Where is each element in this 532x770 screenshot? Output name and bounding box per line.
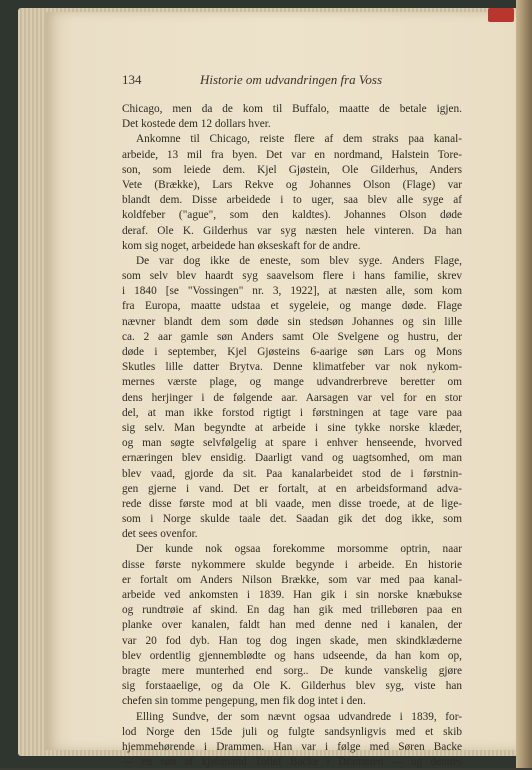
bookmark-tab <box>488 8 514 22</box>
text-line: koldfeber ("ague", som den kaldtes). Johannes Olson døde <box>122 209 462 222</box>
text-line: som i Norge skulde taale det. Saadan gik det dog ikke, som <box>122 513 462 526</box>
text-line: døde i september, Kjel Gjøsteins 6-aarige søn Lars og Mons <box>122 346 462 358</box>
book-spine <box>516 0 532 768</box>
text-line: sig forstaaelige, og da Ole K. Gilderhus blev syg, viste han <box>122 680 462 693</box>
text-line: blev vaad, gjorde da sit. Paa kanalarbeidet stod de i førstnin- <box>122 467 462 480</box>
text-line: og man søgte selvfølgelig at spare i enhver henseende, hvorved <box>122 437 462 450</box>
text-line: arbeide, 13 mil fra byen. Det var en nordmand, Halstein Tore- <box>122 148 462 161</box>
text-line: ernæringen blev ensidig. Daarligt vand og uagtsomhed, om man <box>122 452 462 465</box>
text-line: bragte mere munterhed end sorg.. De kunde vanskelig gjøre <box>122 664 462 677</box>
text-line: blandt dem. Disse arbeidede i to uger, saa blev alle syge af <box>122 194 462 207</box>
text-line: hjemmehørende i Drammen. Han var i følge med Søren Backe <box>122 740 462 753</box>
running-title: Historie om udvandringen fra Voss <box>200 72 382 87</box>
text-line: chefen sin tomme pengepung, men fik dog intet i den. <box>122 695 366 708</box>
text-line: Skutles lille datter Brytva. Denne klimatfeber var nok nykom- <box>122 361 462 374</box>
text-line: lod Norge den 15de juli og fulgte sandsynligvis med et skib <box>122 725 462 738</box>
text-line: arbeide ved ankomsten i 1839. Han gik i sin norske knæbukse <box>122 589 462 601</box>
text-line: nævner blandt dem som døde sin stedsøn Johannes og sin lille <box>122 315 462 328</box>
text-line: Elling Sundve, der som nævnt ogsaa udvandrede i 1839, for- <box>136 710 462 723</box>
text-line: sig selv. Man begyndte at arbeide i sine tykke norske klæder, <box>122 421 462 434</box>
text-line: blev ordentlig gjennemblødte og hans udseende, da han kom op, <box>122 649 462 662</box>
text-line: som selv blev haardt syg saavelsom flere i hans familie, skrev <box>122 270 462 283</box>
text-line: Vete (Brække), Lars Rekve og Johannes Olson (Flage) var <box>122 178 462 191</box>
text-line: son, som leiede dem. Kjel Gjøstein, Ole Gilderhus, Anders <box>122 163 462 176</box>
text-line: — en søn af kjøbmand Tollef Backe i Drammen — og dennes <box>122 756 462 769</box>
text-line: er fortalt om Anders Nilson Brække, som var med paa kanal- <box>122 573 462 586</box>
text-line: rede disse første mod at bli vaade, men disse troede, at de lige- <box>122 497 462 510</box>
text-line: Det kostede dem 12 dollars hver. <box>122 118 271 131</box>
text-line: fra Europa, maatte udstaa et sygeleie, og mange døde. Flage <box>122 300 462 313</box>
text-line: planke over kanalen, faldt han med denne ned i kanalen, der <box>122 619 462 632</box>
text-line: i 1840 [se "Vossingen" nr. 3, 1922], at næsten alle, som kom <box>122 285 462 298</box>
text-line: Chicago, men da de kom til Buffalo, maatte de betale igjen. <box>122 103 462 115</box>
text-line: og rundtrøie af skind. En dag han gik med trillebøren paa en <box>122 604 462 617</box>
text-line: dens herjinger i de følgende aar. Aarsagen var vel for en stor <box>122 391 462 404</box>
page-number: 134 <box>122 72 142 87</box>
text-line: kom sig noget, arbeidede han økseskaft for de andre. <box>122 239 361 252</box>
text-line: disse første nykommere skulde begynde i arbeide. En historie <box>122 558 462 571</box>
text-line: ca. 2 aar gamle søn Anders samt Ole Svelgene og hustru, der <box>122 330 462 343</box>
text-line: deraf. Ole K. Gilderhus var syg næsten hele vinteren. Da han <box>122 224 462 237</box>
text-line: det sees ovenfor. <box>122 528 198 541</box>
page-header <box>122 72 462 92</box>
text-line: Der kunde nok ogsaa forekomme morsomme optrin, naar <box>136 543 462 556</box>
body-text <box>122 102 462 770</box>
text-line: del, at man ikke forstod rigtigt i førstningen at tage vare paa <box>122 406 462 419</box>
text-line: mernes værste plage, og mange udvandrerbreve beretter om <box>122 376 462 389</box>
text-line: De var dog ikke de eneste, som blev syge. Anders Flage, <box>136 254 462 267</box>
text-line: gen gjerne i vand. Det er fortalt, at en arbeidsformand adva- <box>122 482 462 495</box>
text-line: Ankomne til Chicago, reiste flere af dem straks paa kanal- <box>136 133 462 146</box>
text-line: var 20 fod dyb. Han tog dog ingen skade, men skindklæderne <box>122 634 462 647</box>
